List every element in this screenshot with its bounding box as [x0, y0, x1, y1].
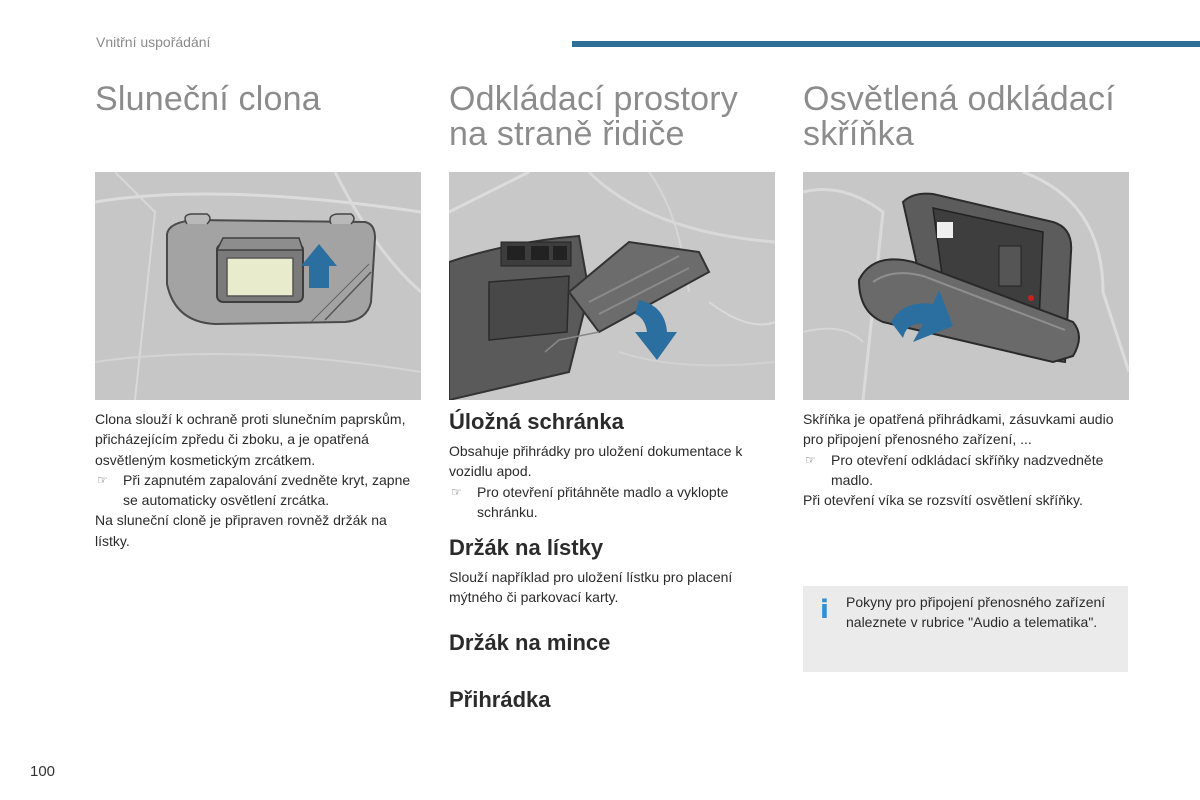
subheading-ticket-holder: Držák na lístky — [449, 535, 604, 560]
pointing-hand-icon: ☞ — [97, 472, 108, 487]
glovebox-bullet — [803, 450, 1125, 491]
glovebox-illustration — [803, 172, 1129, 400]
glovebox-bullet-text: Pro otevření odkládací skříňky nadzvedněte madlo. — [831, 451, 1104, 488]
glovebox-text — [803, 409, 1125, 510]
info-icon: i — [820, 595, 829, 625]
sun-visor-ticket-holder-note: Na sluneční cloně je připraven rovněž držák na lístky. — [95, 512, 387, 549]
sun-visor-bullet — [95, 470, 417, 511]
glovebox-description: Skříňka je opatřená přihrádkami, zásuvkami audio pro připojení přenosného zařízení, ... — [803, 411, 1114, 448]
storage-box-description: Obsahuje přihrádky pro uložení dokumentace k vozidlu apod. — [449, 443, 743, 480]
sun-visor-text — [95, 409, 417, 551]
storage-box-text — [449, 441, 771, 522]
driver-storage-illustration — [449, 172, 775, 400]
sun-visor-bullet-text: Při zapnutém zapalování zvedněte kryt, zapne se automaticky osvětlení zrcátka. — [123, 471, 411, 509]
page-number: 100 — [30, 763, 56, 780]
sun-visor-illustration — [95, 172, 421, 400]
pointing-hand-icon: ☞ — [805, 452, 816, 467]
title-glovebox: Osvětlená odkládací skříňka — [803, 80, 1115, 153]
ticket-holder-text — [449, 567, 771, 608]
info-box — [803, 586, 1128, 672]
title-sun-visor: Sluneční clona — [95, 80, 321, 118]
storage-box-bullet-text: Pro otevření přitáhněte madlo a vyklopte schránku. — [477, 483, 729, 520]
ticket-holder-description: Slouží například pro uložení lístku pro placení mýtného či parkovací karty. — [449, 569, 733, 606]
subheading-coin-holder: Držák na mince — [449, 630, 611, 655]
subheading-compartment: Přihrádka — [449, 687, 551, 712]
title-driver-storage: Odkládací prostory na straně řidiče — [449, 80, 738, 153]
header-accent-bar — [572, 41, 1200, 47]
storage-box-bullet — [449, 482, 771, 523]
pointing-hand-icon: ☞ — [451, 484, 462, 499]
section-label: Vnitřní uspořádání — [96, 34, 211, 50]
subheading-storage-box: Úložná schránka — [449, 409, 624, 434]
sun-visor-description: Clona slouží k ochraně proti slunečním paprskům, přicházejícím zpředu či zboku, a je opatřená osvětleným kosmetickým zrcátkem. — [95, 411, 406, 468]
glovebox-light-note: Při otevření víka se rozsvítí osvětlení skříňky. — [803, 492, 1083, 509]
info-text: Pokyny pro připojení přenosného zařízení naleznete v rubrice "Audio a telematika". — [846, 594, 1106, 631]
